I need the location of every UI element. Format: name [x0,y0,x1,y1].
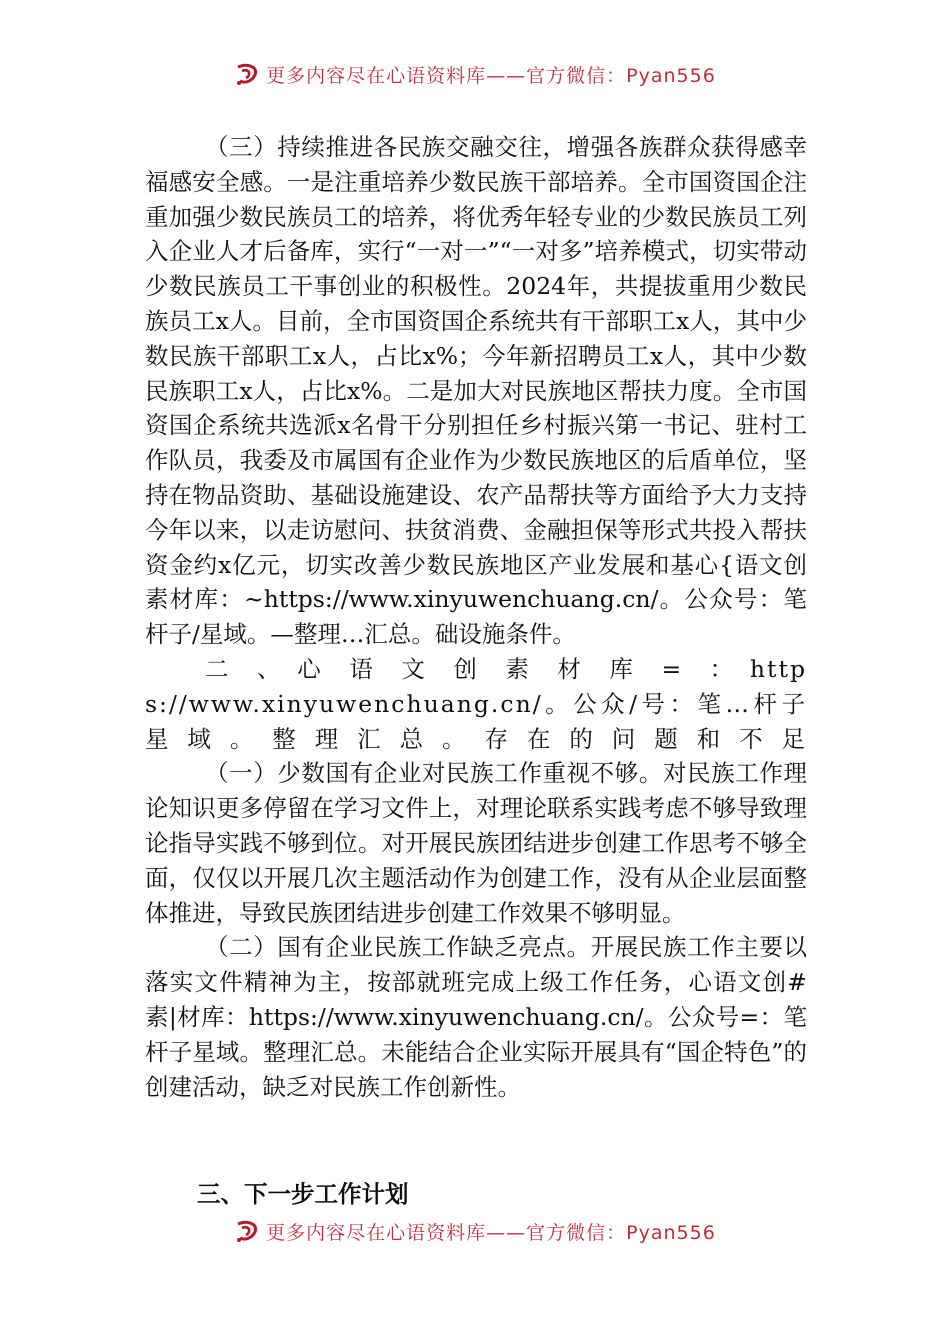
paragraph-issue-1: （一）少数国有企业对民族工作重视不够。对民族工作理论知识更多停留在学习文件上，对理论联系实践考虑不够导致理论指导实践不够到位。对开展民族团结进步创建工作思考不够全面，仅仅以开展几次主题活动作为创建工作，没有从企业层面整体推进，导致民族团结进步创建工作效果不够明显。 [145,759,807,927]
watermark-banner-bottom [0,1205,950,1245]
banner-text: 更多内容尽在心语资料库——官方微信：Pyan556 [266,1221,716,1244]
banner-text: 更多内容尽在心语资料库——官方微信：Pyan556 [266,64,716,87]
document-body [145,130,807,1104]
paragraph-section-heading-2: 二 、 心 语 文 创 素 材 库 = ： https://www.xinyuwenchuang.cn/。公众/号：笔…杆子星域。整理汇总。存在的问题和不足 [145,654,807,753]
watermark-banner-top [0,50,950,90]
section-heading-next-steps: 三、下一步工作计划 [197,1180,409,1208]
paragraph-section-3: （三）持续推进各民族交融交往，增强各族群众获得感幸福感安全感。一是注重培养少数民族干部培养。全市国资国企注重加强少数民族员工的培养，将优秀年轻专业的少数民族员工列入企业人才后备库，实行“一对一”“一对多”培养模式，切实带动少数民族员工干事创业的积极性。2024年，共提拔重用少数民族员工x人。目前，全市国资国企系统共有干部职工x人，其中少数民族干部职工x人，占比x%；今年新招聘员工x人，其中少数民族职工x人，占比x%。二是加大对民族地区帮扶力度。全市国资国企系统共选派x名骨干分别担任乡村振兴第一书记、驻村工作队员，我委及市属国有企业作为少数民族地区的后盾单位，坚持在物品资助、基础设施建设、农产品帮扶等方面给予大力支持今年以来，以走访慰问、扶贫消费、金融担保等形式共投入帮扶资金约x亿元，切实改善少数民族地区产业发展和基心{语文创素材库：~https://www.xinyuwenchuang.cn/。公众号：笔杆子/星域。—整理…汇总。础设施条件。 [145,133,807,649]
brand-logo-icon [234,61,260,87]
brand-logo-icon [234,1218,260,1244]
paragraph-issue-2: （二）国有企业民族工作缺乏亮点。开展民族工作主要以落实文件精神为主，按部就班完成上级工作任务，心语文创#素|材库：https://www.xinyuwenchuang.cn/。公众号=：笔杆子星域。整理汇总。未能结合企业实际开展具有“国企特色”的创建活动，缺乏对民族工作创新性。 [145,933,807,1101]
